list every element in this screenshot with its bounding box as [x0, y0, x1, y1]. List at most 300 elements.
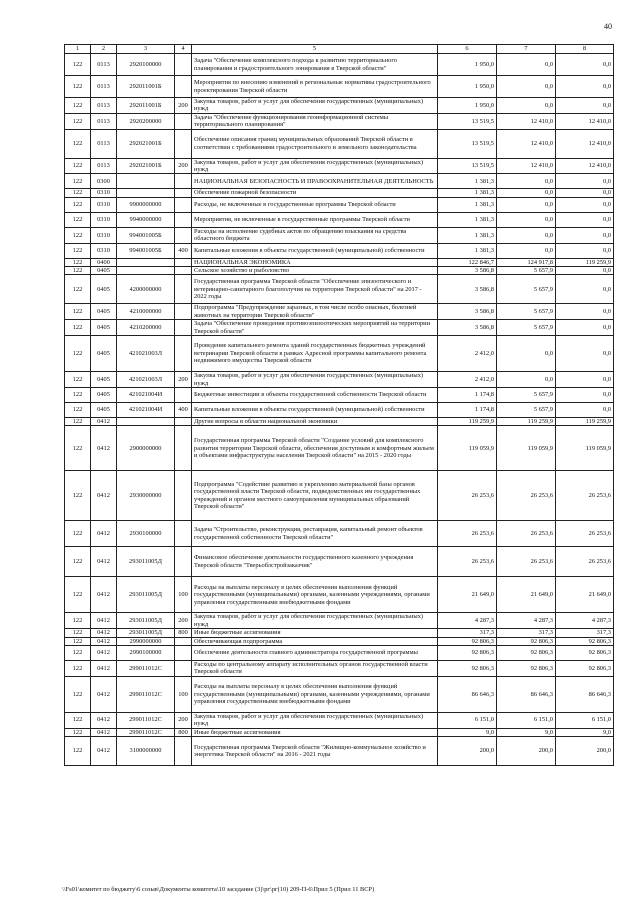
description-cell: Расходы на исполнение судебных актов по обращению взыскания на средства областного бюджета: [192, 227, 438, 243]
section-code-cell: 0113: [91, 54, 117, 76]
amount-year1-cell: 1 381,3: [438, 174, 497, 189]
expense-type-cell: [175, 227, 192, 243]
amount-year2-cell: 5 657,9: [497, 402, 556, 417]
ministry-code-cell: 122: [65, 267, 91, 275]
amount-year1-cell: 13 519,5: [438, 113, 497, 129]
amount-year1-cell: 86 646,3: [438, 676, 497, 712]
amount-year3-cell: 4 287,3: [556, 613, 614, 629]
amount-year2-cell: 9,0: [497, 728, 556, 736]
header-col-3: 3: [117, 45, 175, 54]
section-code-cell: 0113: [91, 129, 117, 158]
amount-year1-cell: 9,0: [438, 728, 497, 736]
section-code-cell: 0310: [91, 212, 117, 227]
description-cell: Государственная программа Тверской области "Создание условий для комплексного развития территории Тверской области, обеспечения доступным и комфортным жильем и объектами инфраструктуры населения Тверской области" на 2015 - 2020 годы: [192, 426, 438, 471]
description-cell: Закупка товаров, работ и услуг для обеспечения государственных (муниципальных) нужд: [192, 613, 438, 629]
header-col-8: 8: [556, 45, 614, 54]
amount-year2-cell: 119 059,9: [497, 426, 556, 471]
amount-year3-cell: 12 410,0: [556, 158, 614, 174]
expense-type-cell: [175, 304, 192, 320]
amount-year3-cell: 0,0: [556, 336, 614, 372]
target-article-cell: 292011001Б: [117, 76, 175, 98]
description-cell: Подпрограмма "Содействие развитию и укреплению материальной базы органов государственной власти Тверской области, подведомственных им государственных учреждений и органов местного самоуправления муниципальных образований Тверской области": [192, 471, 438, 521]
ministry-code-cell: 122: [65, 417, 91, 425]
ministry-code-cell: 122: [65, 304, 91, 320]
amount-year2-cell: 12 410,0: [497, 113, 556, 129]
target-article-cell: 994001005Б: [117, 243, 175, 258]
table-row: [65, 426, 614, 471]
ministry-code-cell: 122: [65, 113, 91, 129]
section-code-cell: 0405: [91, 336, 117, 372]
section-code-cell: 0113: [91, 98, 117, 114]
table-row: [65, 402, 614, 417]
amount-year3-cell: 92 806,3: [556, 660, 614, 676]
expense-type-cell: [175, 521, 192, 547]
section-code-cell: 0412: [91, 426, 117, 471]
section-code-cell: 0310: [91, 197, 117, 212]
amount-year2-cell: 5 657,9: [497, 320, 556, 336]
amount-year3-cell: 0,0: [556, 387, 614, 402]
expense-type-cell: [175, 417, 192, 425]
amount-year2-cell: 86 646,3: [497, 676, 556, 712]
amount-year2-cell: 26 253,6: [497, 547, 556, 577]
description-cell: Подпрограмма "Предупреждение заразных, в том числе особо опасных, болезней животных на территории Тверской области": [192, 304, 438, 320]
section-code-cell: 0113: [91, 158, 117, 174]
expense-type-cell: [175, 129, 192, 158]
amount-year3-cell: 0,0: [556, 189, 614, 197]
header-col-1: 1: [65, 45, 91, 54]
ministry-code-cell: 122: [65, 158, 91, 174]
target-article-cell: 4210000000: [117, 304, 175, 320]
amount-year1-cell: 1 950,0: [438, 76, 497, 98]
ministry-code-cell: 122: [65, 320, 91, 336]
target-article-cell: 292011001Б: [117, 98, 175, 114]
amount-year3-cell: 12 410,0: [556, 113, 614, 129]
amount-year2-cell: 12 410,0: [497, 158, 556, 174]
target-article-cell: 292021001Б: [117, 158, 175, 174]
description-cell: НАЦИОНАЛЬНАЯ ЭКОНОМИКА: [192, 258, 438, 266]
expense-type-cell: [175, 387, 192, 402]
amount-year3-cell: 6 151,0: [556, 712, 614, 728]
target-article-cell: 293011005Д: [117, 577, 175, 613]
amount-year1-cell: 2 412,0: [438, 336, 497, 372]
ministry-code-cell: 122: [65, 243, 91, 258]
table-row: [65, 275, 614, 304]
expense-type-cell: [175, 189, 192, 197]
amount-year3-cell: 86 646,3: [556, 676, 614, 712]
file-path-footer: \\Fs01\комитет по бюджету\6 созыв\Документы комитета\10 заседание (3)\рг\рг(10) 209-П-6\Прил 5 (Прил 11 ВСР): [62, 886, 375, 893]
table-row: [65, 577, 614, 613]
target-article-cell: 2990000000: [117, 637, 175, 645]
table-row: [65, 129, 614, 158]
ministry-code-cell: 122: [65, 54, 91, 76]
amount-year1-cell: 1 381,3: [438, 189, 497, 197]
target-article-cell: 4200000000: [117, 275, 175, 304]
ministry-code-cell: 122: [65, 174, 91, 189]
section-code-cell: 0310: [91, 243, 117, 258]
amount-year2-cell: 92 806,3: [497, 637, 556, 645]
amount-year3-cell: 317,3: [556, 629, 614, 637]
table-row: [65, 387, 614, 402]
description-cell: Мероприятия по внесению изменений в региональные нормативы градостроительного проектирования Тверской области: [192, 76, 438, 98]
table-row: [65, 212, 614, 227]
table-row: [65, 76, 614, 98]
description-cell: Обеспечение деятельности главного администратора государственной программы: [192, 645, 438, 660]
section-code-cell: 0412: [91, 547, 117, 577]
section-code-cell: 0405: [91, 275, 117, 304]
amount-year1-cell: 1 381,3: [438, 243, 497, 258]
expense-type-cell: [175, 736, 192, 765]
expense-type-cell: [175, 174, 192, 189]
description-cell: Другие вопросы в области национальной экономики: [192, 417, 438, 425]
ministry-code-cell: 122: [65, 98, 91, 114]
amount-year2-cell: 12 410,0: [497, 129, 556, 158]
page-number: 40: [604, 22, 612, 31]
target-article-cell: 2990100000: [117, 645, 175, 660]
amount-year1-cell: 6 151,0: [438, 712, 497, 728]
amount-year3-cell: 0,0: [556, 54, 614, 76]
description-cell: Расходы по центральному аппарату исполнительных органов государственной власти Тверской области: [192, 660, 438, 676]
expense-type-cell: 100: [175, 577, 192, 613]
amount-year2-cell: 26 253,6: [497, 471, 556, 521]
amount-year3-cell: 119 259,9: [556, 417, 614, 425]
description-cell: НАЦИОНАЛЬНАЯ БЕЗОПАСНОСТЬ И ПРАВООХРАНИТЕЛЬНАЯ ДЕЯТЕЛЬНОСТЬ: [192, 174, 438, 189]
section-code-cell: 0412: [91, 676, 117, 712]
amount-year2-cell: 0,0: [497, 336, 556, 372]
target-article-cell: 293011005Д: [117, 547, 175, 577]
amount-year3-cell: 200,0: [556, 736, 614, 765]
amount-year3-cell: 9,0: [556, 728, 614, 736]
expense-type-cell: [175, 212, 192, 227]
amount-year1-cell: 92 806,3: [438, 660, 497, 676]
amount-year1-cell: 200,0: [438, 736, 497, 765]
amount-year1-cell: 3 586,8: [438, 267, 497, 275]
expense-type-cell: [175, 336, 192, 372]
table-row: [65, 158, 614, 174]
section-code-cell: 0412: [91, 629, 117, 637]
amount-year2-cell: 0,0: [497, 98, 556, 114]
ministry-code-cell: 122: [65, 676, 91, 712]
description-cell: Сельское хозяйство и рыболовство: [192, 267, 438, 275]
ministry-code-cell: 122: [65, 660, 91, 676]
amount-year2-cell: 0,0: [497, 174, 556, 189]
target-article-cell: 2930000000: [117, 471, 175, 521]
amount-year1-cell: 3 586,8: [438, 320, 497, 336]
target-article-cell: [117, 258, 175, 266]
description-cell: Расходы на выплаты персоналу в целях обеспечения выполнения функций государственными (муниципальными) органами, казенными учреждениями, органами управления государственными внебюджетными фондами: [192, 676, 438, 712]
amount-year2-cell: 119 259,9: [497, 417, 556, 425]
ministry-code-cell: 122: [65, 521, 91, 547]
description-cell: Закупка товаров, работ и услуг для обеспечения государственных (муниципальных) нужд: [192, 372, 438, 388]
ministry-code-cell: 122: [65, 336, 91, 372]
amount-year1-cell: 1 950,0: [438, 54, 497, 76]
table-row: [65, 417, 614, 425]
amount-year3-cell: 0,0: [556, 174, 614, 189]
expense-type-cell: 400: [175, 243, 192, 258]
amount-year1-cell: 13 519,5: [438, 129, 497, 158]
amount-year3-cell: 0,0: [556, 372, 614, 388]
expense-type-cell: [175, 54, 192, 76]
amount-year1-cell: 317,3: [438, 629, 497, 637]
target-article-cell: 299011012С: [117, 660, 175, 676]
target-article-cell: 293011005Д: [117, 629, 175, 637]
table-row: [65, 676, 614, 712]
table-row: [65, 197, 614, 212]
target-article-cell: 4210200000: [117, 320, 175, 336]
ministry-code-cell: 122: [65, 645, 91, 660]
amount-year1-cell: 1 950,0: [438, 98, 497, 114]
expense-type-cell: [175, 197, 192, 212]
amount-year2-cell: 0,0: [497, 372, 556, 388]
section-code-cell: 0310: [91, 227, 117, 243]
description-cell: Обеспечивающая подпрограмма: [192, 637, 438, 645]
target-article-cell: 994001005Б: [117, 227, 175, 243]
table-row: [65, 613, 614, 629]
target-article-cell: [117, 417, 175, 425]
description-cell: Иные бюджетные ассигнования: [192, 728, 438, 736]
target-article-cell: 293011005Д: [117, 613, 175, 629]
ministry-code-cell: 122: [65, 387, 91, 402]
ministry-code-cell: 122: [65, 728, 91, 736]
amount-year3-cell: 0,0: [556, 275, 614, 304]
description-cell: Обеспечение пожарной безопасности: [192, 189, 438, 197]
expense-type-cell: 200: [175, 372, 192, 388]
amount-year3-cell: 119 059,9: [556, 426, 614, 471]
section-code-cell: 0412: [91, 471, 117, 521]
ministry-code-cell: 122: [65, 258, 91, 266]
amount-year2-cell: 317,3: [497, 629, 556, 637]
amount-year3-cell: 0,0: [556, 212, 614, 227]
amount-year3-cell: 26 253,6: [556, 521, 614, 547]
amount-year1-cell: 122 846,7: [438, 258, 497, 266]
section-code-cell: 0300: [91, 174, 117, 189]
expense-type-cell: 200: [175, 158, 192, 174]
amount-year2-cell: 124 917,8: [497, 258, 556, 266]
amount-year3-cell: 92 806,3: [556, 645, 614, 660]
amount-year1-cell: 13 519,5: [438, 158, 497, 174]
expense-type-cell: [175, 258, 192, 266]
amount-year3-cell: 0,0: [556, 98, 614, 114]
amount-year3-cell: 0,0: [556, 227, 614, 243]
amount-year2-cell: 26 253,6: [497, 521, 556, 547]
description-cell: Капитальные вложения в объекты государственной (муниципальной) собственности: [192, 243, 438, 258]
amount-year3-cell: 0,0: [556, 267, 614, 275]
amount-year1-cell: 1 381,3: [438, 212, 497, 227]
description-cell: Обеспечение описания границ муниципальных образований Тверской области в соответствии с требованиями градостроительного и земельного законодательства: [192, 129, 438, 158]
description-cell: Задача "Строительство, реконструкция, реставрация, капитальный ремонт объектов государственной собственности Тверской области": [192, 521, 438, 547]
section-code-cell: 0405: [91, 402, 117, 417]
section-code-cell: 0412: [91, 417, 117, 425]
section-code-cell: 0405: [91, 387, 117, 402]
amount-year1-cell: 92 806,3: [438, 645, 497, 660]
description-cell: Закупка товаров, работ и услуг для обеспечения государственных (муниципальных) нужд: [192, 712, 438, 728]
table-row: [65, 113, 614, 129]
amount-year1-cell: 1 174,8: [438, 402, 497, 417]
amount-year3-cell: 21 649,0: [556, 577, 614, 613]
target-article-cell: 421021004И: [117, 402, 175, 417]
amount-year2-cell: 6 151,0: [497, 712, 556, 728]
amount-year3-cell: 92 806,3: [556, 637, 614, 645]
description-cell: Задача "Обеспечение проведения противоэпизоотических мероприятий на территории Тверской области": [192, 320, 438, 336]
expense-type-cell: [175, 426, 192, 471]
expense-type-cell: [175, 471, 192, 521]
target-article-cell: [117, 174, 175, 189]
description-cell: Бюджетные инвестиции в объекты государственной собственности Тверской области: [192, 387, 438, 402]
target-article-cell: 9900000000: [117, 197, 175, 212]
expense-type-cell: 200: [175, 712, 192, 728]
description-cell: Закупка товаров, работ и услуг для обеспечения государственных (муниципальных) нужд: [192, 98, 438, 114]
ministry-code-cell: 122: [65, 212, 91, 227]
amount-year3-cell: 26 253,6: [556, 471, 614, 521]
amount-year3-cell: 12 410,0: [556, 129, 614, 158]
amount-year2-cell: 4 287,3: [497, 613, 556, 629]
amount-year1-cell: 1 174,8: [438, 387, 497, 402]
header-col-4: 4: [175, 45, 192, 54]
ministry-code-cell: 122: [65, 426, 91, 471]
table-row: [65, 227, 614, 243]
target-article-cell: [117, 267, 175, 275]
table-row: [65, 521, 614, 547]
table-row: [65, 660, 614, 676]
header-col-7: 7: [497, 45, 556, 54]
table-row: [65, 174, 614, 189]
expense-type-cell: 200: [175, 613, 192, 629]
section-code-cell: 0113: [91, 76, 117, 98]
expense-type-cell: [175, 637, 192, 645]
table-row: [65, 54, 614, 76]
amount-year1-cell: 26 253,6: [438, 521, 497, 547]
ministry-code-cell: 122: [65, 189, 91, 197]
amount-year2-cell: 0,0: [497, 197, 556, 212]
amount-year2-cell: 0,0: [497, 189, 556, 197]
section-code-cell: 0412: [91, 637, 117, 645]
amount-year3-cell: 0,0: [556, 320, 614, 336]
amount-year1-cell: 4 287,3: [438, 613, 497, 629]
table-row: [65, 637, 614, 645]
ministry-code-cell: 122: [65, 129, 91, 158]
ministry-code-cell: 122: [65, 613, 91, 629]
section-code-cell: 0400: [91, 258, 117, 266]
expense-type-cell: [175, 76, 192, 98]
section-code-cell: 0412: [91, 613, 117, 629]
ministry-code-cell: 122: [65, 577, 91, 613]
amount-year3-cell: 0,0: [556, 243, 614, 258]
amount-year1-cell: 1 381,3: [438, 227, 497, 243]
amount-year3-cell: 0,0: [556, 197, 614, 212]
ministry-code-cell: 122: [65, 275, 91, 304]
table-row: [65, 304, 614, 320]
description-cell: Задача "Обеспечение комплексного подхода к развитию территориального планирования и градостроительного зонирования в Тверской области": [192, 54, 438, 76]
ministry-code-cell: 122: [65, 712, 91, 728]
amount-year1-cell: 3 586,8: [438, 275, 497, 304]
description-cell: Государственная программа Тверской области "Обеспечение эпизоотического и ветеринарно-санитарного благополучия на территории Тверской области" на 2017 - 2022 годы: [192, 275, 438, 304]
target-article-cell: 421021003Л: [117, 372, 175, 388]
amount-year1-cell: 26 253,6: [438, 547, 497, 577]
target-article-cell: 292021001Б: [117, 129, 175, 158]
amount-year2-cell: 92 806,3: [497, 645, 556, 660]
section-code-cell: 0412: [91, 712, 117, 728]
table-row: [65, 372, 614, 388]
target-article-cell: 299011012С: [117, 676, 175, 712]
amount-year2-cell: 5 657,9: [497, 304, 556, 320]
target-article-cell: 2920100000: [117, 54, 175, 76]
section-code-cell: 0412: [91, 736, 117, 765]
expense-type-cell: [175, 320, 192, 336]
expense-type-cell: 100: [175, 676, 192, 712]
amount-year1-cell: 3 586,8: [438, 304, 497, 320]
table-row: [65, 471, 614, 521]
expense-type-cell: [175, 547, 192, 577]
target-article-cell: 299011012С: [117, 712, 175, 728]
expense-type-cell: [175, 113, 192, 129]
amount-year1-cell: 92 806,3: [438, 637, 497, 645]
amount-year2-cell: 5 657,9: [497, 387, 556, 402]
ministry-code-cell: 122: [65, 471, 91, 521]
budget-table: [64, 44, 614, 766]
table-row: [65, 243, 614, 258]
header-col-2: 2: [91, 45, 117, 54]
description-cell: Финансовое обеспечение деятельности государственного казенного учреждения Тверской области "Тверьоблстройзаказчик": [192, 547, 438, 577]
amount-year1-cell: 1 381,3: [438, 197, 497, 212]
expense-type-cell: [175, 660, 192, 676]
ministry-code-cell: 122: [65, 736, 91, 765]
header-col-5: 5: [192, 45, 438, 54]
description-cell: Расходы на выплаты персоналу в целях обеспечения выполнения функций государственными (муниципальными) органами, казенными учреждениями, органами управления государственными внебюджетными фондами: [192, 577, 438, 613]
table-row: [65, 258, 614, 266]
amount-year1-cell: 119 259,9: [438, 417, 497, 425]
section-code-cell: 0412: [91, 660, 117, 676]
ministry-code-cell: 122: [65, 629, 91, 637]
amount-year3-cell: 26 253,6: [556, 547, 614, 577]
amount-year1-cell: 2 412,0: [438, 372, 497, 388]
amount-year1-cell: 119 059,9: [438, 426, 497, 471]
amount-year3-cell: 0,0: [556, 76, 614, 98]
table-row: [65, 645, 614, 660]
target-article-cell: [117, 189, 175, 197]
ministry-code-cell: 122: [65, 227, 91, 243]
ministry-code-cell: 122: [65, 372, 91, 388]
table-row: [65, 712, 614, 728]
amount-year1-cell: 26 253,6: [438, 471, 497, 521]
amount-year2-cell: 0,0: [497, 212, 556, 227]
target-article-cell: 421021003Л: [117, 336, 175, 372]
section-code-cell: 0113: [91, 113, 117, 129]
description-cell: Капитальные вложения в объекты государственной (муниципальной) собственности: [192, 402, 438, 417]
target-article-cell: 2900000000: [117, 426, 175, 471]
section-code-cell: 0310: [91, 189, 117, 197]
section-code-cell: 0412: [91, 728, 117, 736]
table-row: [65, 336, 614, 372]
amount-year2-cell: 0,0: [497, 227, 556, 243]
table-row: [65, 728, 614, 736]
expense-type-cell: [175, 645, 192, 660]
expense-type-cell: [175, 275, 192, 304]
description-cell: Иные бюджетные ассигнования: [192, 629, 438, 637]
amount-year3-cell: 119 259,9: [556, 258, 614, 266]
expense-type-cell: [175, 267, 192, 275]
target-article-cell: 9940000000: [117, 212, 175, 227]
table-row: [65, 629, 614, 637]
amount-year2-cell: 0,0: [497, 243, 556, 258]
expense-type-cell: 400: [175, 402, 192, 417]
amount-year2-cell: 5 657,9: [497, 267, 556, 275]
table-row: [65, 320, 614, 336]
expense-type-cell: 800: [175, 629, 192, 637]
section-code-cell: 0412: [91, 645, 117, 660]
amount-year2-cell: 21 649,0: [497, 577, 556, 613]
description-cell: Задача "Обеспечение функционирования геоинформационной системы территориального планирования": [192, 113, 438, 129]
section-code-cell: 0412: [91, 521, 117, 547]
section-code-cell: 0405: [91, 372, 117, 388]
